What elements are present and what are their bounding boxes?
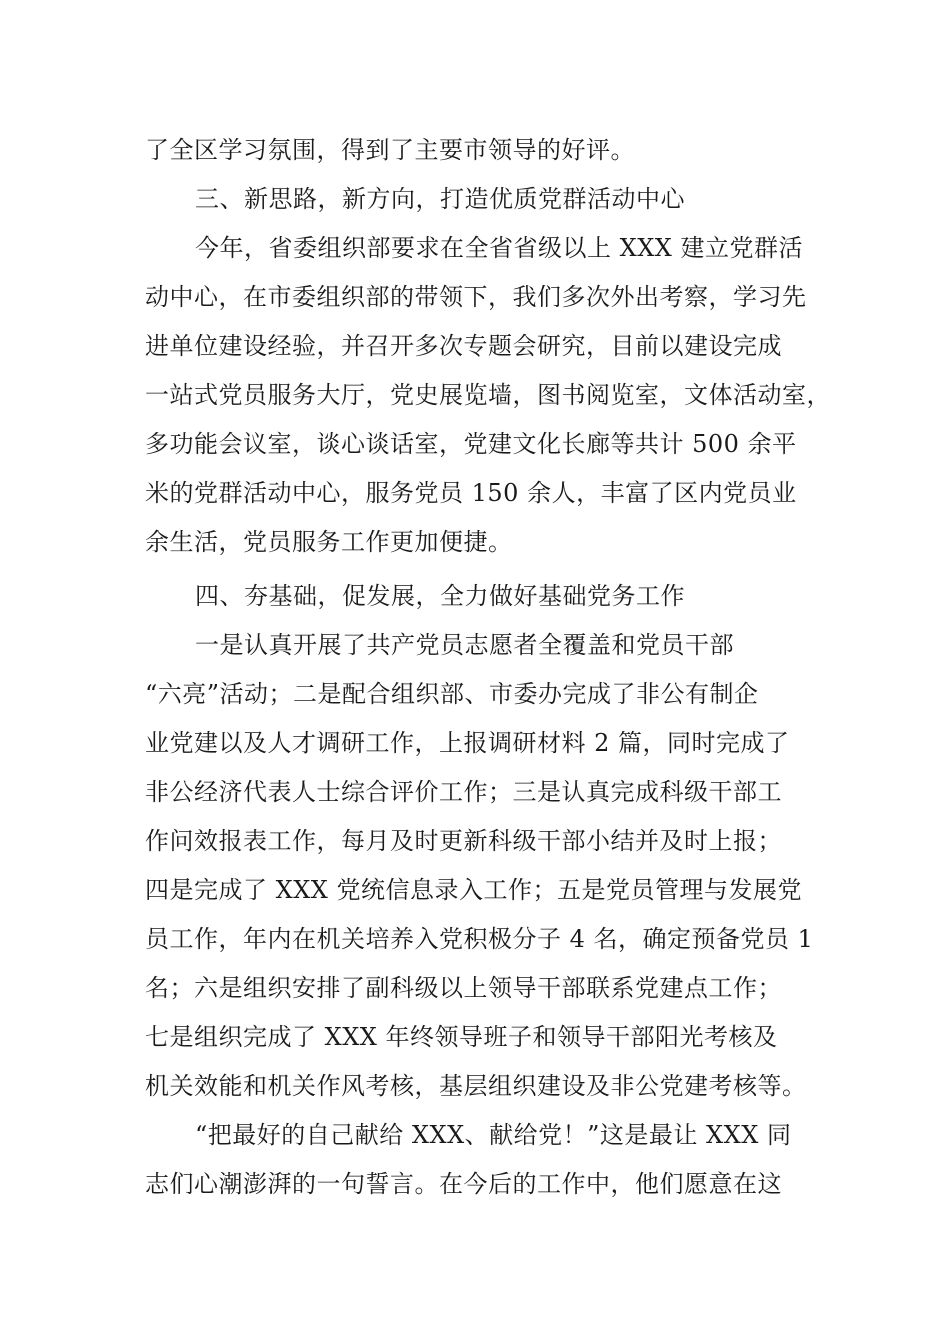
text-line: 多功能会议室，谈心谈话室，党建文化长廊等共计 500 余平 bbox=[145, 430, 797, 458]
text-line: “把最好的自己献给 XXX、献给党！”这是最让 XXX 同 bbox=[195, 1121, 792, 1149]
text-line: 名；六是组织安排了副科级以上领导干部联系党建点工作； bbox=[145, 974, 782, 1002]
text-line: 今年，省委组织部要求在全省省级以上 XXX 建立党群活 bbox=[195, 234, 804, 262]
text-line: 机关效能和机关作风考核，基层组织建设及非公党建考核等。 bbox=[145, 1072, 807, 1100]
text-line: 一是认真开展了共产党员志愿者全覆盖和党员干部 bbox=[195, 631, 734, 659]
text-line: 作问效报表工作，每月及时更新科级干部小结并及时上报； bbox=[145, 827, 782, 855]
text-line: 七是组织完成了 XXX 年终领导班子和领导干部阳光考核及 bbox=[145, 1023, 778, 1051]
text-line: 进单位建设经验，并召开多次专题会研究，目前以建设完成 bbox=[145, 332, 782, 360]
text-line: 四是完成了 XXX 党统信息录入工作；五是党员管理与发展党 bbox=[145, 876, 803, 904]
section-heading-4: 四、夯基础，促发展，全力做好基础党务工作 bbox=[195, 582, 685, 610]
text-line: 了全区学习氛围，得到了主要市领导的好评。 bbox=[145, 136, 635, 164]
text-line: 员工作，年内在机关培养入党积极分子 4 名，确定预备党员 1 bbox=[145, 925, 814, 953]
text-line: “六亮”活动；二是配合组织部、市委办完成了非公有制企 bbox=[145, 680, 759, 708]
text-line: 余生活，党员服务工作更加便捷。 bbox=[145, 528, 513, 556]
text-line: 志们心潮澎湃的一句誓言。在今后的工作中，他们愿意在这 bbox=[145, 1170, 782, 1198]
section-heading-3: 三、新思路，新方向，打造优质党群活动中心 bbox=[195, 185, 685, 213]
text-line: 米的党群活动中心，服务党员 150 余人，丰富了区内党员业 bbox=[145, 479, 797, 507]
text-line: 动中心，在市委组织部的带领下，我们多次外出考察，学习先 bbox=[145, 283, 807, 311]
text-line: 业党建以及人才调研工作，上报调研材料 2 篇，同时完成了 bbox=[145, 729, 790, 757]
text-line: 一站式党员服务大厅，党史展览墙，图书阅览室，文体活动室， bbox=[145, 381, 831, 409]
text-line: 非公经济代表人士综合评价工作；三是认真完成科级干部工 bbox=[145, 778, 782, 806]
